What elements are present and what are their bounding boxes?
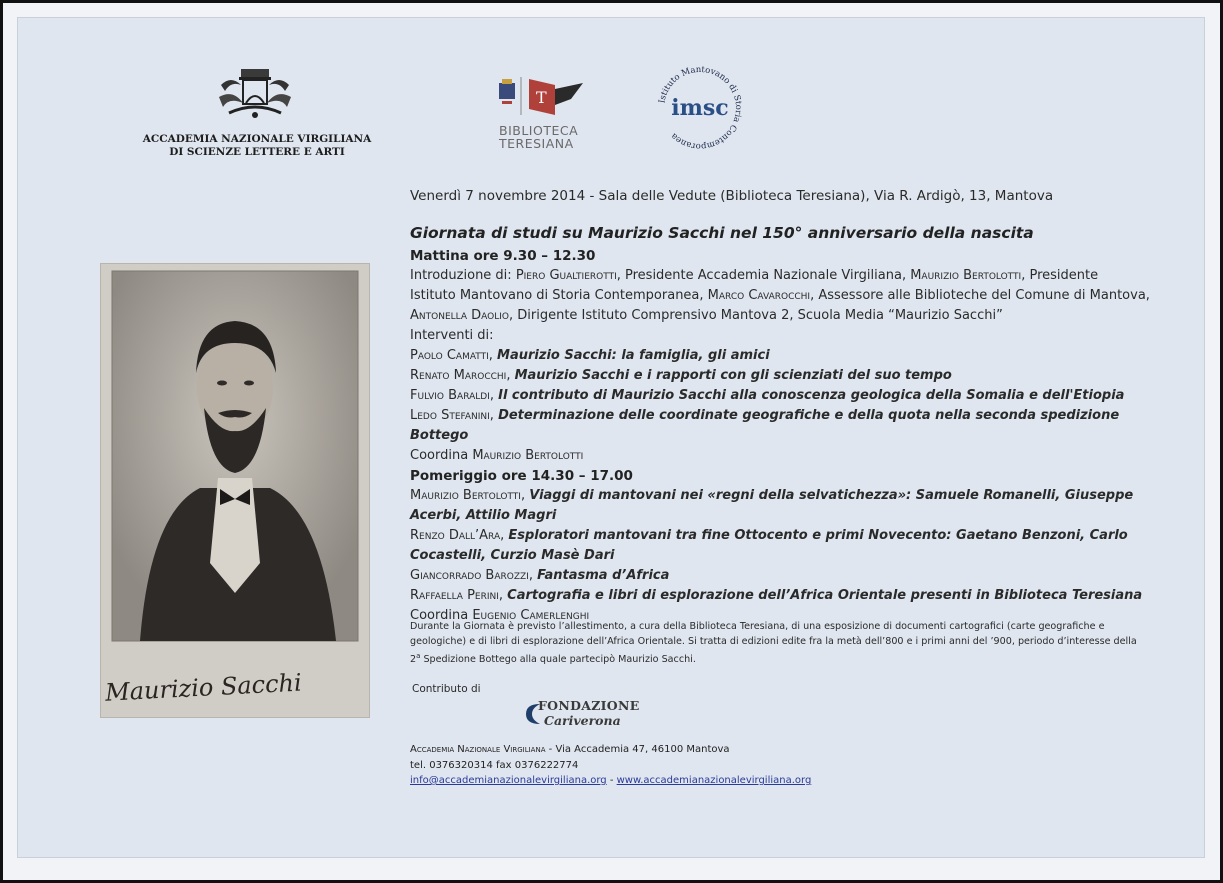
istituto-logo-letters: imsc: [671, 95, 729, 121]
footer-contacts: [410, 742, 811, 789]
footer-address-line: [410, 742, 811, 758]
coordina-label: Coordina: [410, 608, 473, 623]
intro-speaker-3: Marco Cavarocchi: [707, 288, 811, 303]
talk-title: Cartografia e libri di esplorazione dell’Africa Orientale presenti in Biblioteca Teresiana: [507, 588, 1143, 603]
intro-speaker-1: Piero Gualtierotti: [515, 268, 617, 283]
programme: [410, 246, 1150, 626]
exhibition-note: [410, 619, 1150, 667]
footer-phone: tel. 0376320314 fax 0376222774: [410, 759, 579, 771]
talk-title: Maurizio Sacchi: la famiglia, gli amici: [497, 348, 770, 363]
afternoon-heading: Pomeriggio ore 14.30 – 17.00: [410, 468, 633, 484]
talk-speaker: Fulvio Baraldi: [410, 388, 490, 403]
afternoon-talk: Renzo Dall’Ara, Esploratori mantovani tra fine Ottocento e primi Novecento: Gaetano Benzoni, Carlo Cocastelli, Curzio Masè Dari: [410, 528, 1128, 563]
biblioteca-logo-line2: TERESIANA: [499, 136, 574, 151]
interventi-label: Interventi di:: [410, 328, 494, 343]
event-title: Giornata di studi su Maurizio Sacchi nel 150° anniversario della nascita: [410, 224, 1034, 242]
biblioteca-logo-line1: BIBLIOTECA: [499, 123, 579, 138]
talk-speaker: Renato Marocchi: [410, 368, 507, 383]
intro-role-1: , Presidente Accademia Nazionale Virgiliana,: [616, 268, 911, 283]
morning-talk: Paolo Camatti, Maurizio Sacchi: la famiglia, gli amici: [410, 348, 770, 363]
footer-org: Accademia Nazionale Virgiliana: [410, 744, 546, 755]
footer-separator: -: [606, 775, 617, 786]
fondazione-name-line1: FONDAZIONE: [538, 698, 640, 713]
intro-role-2: , Presidente: [1021, 268, 1099, 283]
footer-address: - Via Accademia 47, 46100 Mantova: [545, 744, 730, 755]
intro-line-2: [410, 286, 1150, 306]
morning-talk: Fulvio Baraldi, Il contributo di Maurizio Sacchi alla conoscenza geologica della Somalia e dell'Etiopia: [410, 388, 1125, 403]
talk-speaker: Ledo Stefanini: [410, 408, 490, 423]
morning-talk: Ledo Stefanini, Determinazione delle coordinate geografiche e della quota nella seconda spedizione Bottego: [410, 408, 1120, 443]
intro-label: Introduzione di:: [410, 268, 516, 283]
email-link[interactable]: info@accademianazionalevirgiliana.org: [410, 775, 607, 786]
footer-links: [410, 773, 811, 789]
talk-speaker: Giancorrado Barozzi: [410, 568, 529, 583]
portrait-signature: Maurizio Sacchi: [104, 668, 303, 707]
intro-line-3: [410, 306, 1150, 326]
intro-line2-pre: Istituto Mantovano di Storia Contemporanea,: [410, 288, 708, 303]
fondazione-name-line2: Cariverona: [544, 713, 621, 728]
intro-speaker-2: Maurizio Bertolotti: [910, 268, 1022, 283]
afternoon-talk: Raffaella Perini, Cartografia e libri di esplorazione dell’Africa Orientale presenti in Biblioteca Teresiana: [410, 588, 1143, 603]
talk-title: Il contributo di Maurizio Sacchi alla conoscenza geologica della Somalia e dell'Etiopia: [498, 388, 1125, 403]
talk-speaker: Maurizio Bertolotti: [410, 488, 521, 503]
talk-speaker: Raffaella Perini: [410, 588, 499, 603]
coordina-label: Coordina: [410, 448, 473, 463]
biblioteca-book-icon: [497, 75, 592, 119]
afternoon-talk: Maurizio Bertolotti, Viaggi di mantovani nei «regni della selvatichezza»: Samuele Romanelli, Giuseppe Acerbi, Attilio Magri: [410, 488, 1134, 523]
talk-title: Maurizio Sacchi e i rapporti con gli scienziati del suo tempo: [514, 368, 952, 383]
coordina-name: Eugenio Camerlenghi: [472, 608, 590, 623]
morning-coordina: [410, 446, 1150, 466]
istituto-mantovano-logo: [655, 63, 745, 153]
biblioteca-teresiana-logo: [497, 75, 592, 151]
coordina-name: Maurizio Bertolotti: [472, 448, 584, 463]
website-link[interactable]: www.accademianazionalevirgiliana.org: [616, 775, 812, 786]
invitation-sheet: [17, 17, 1205, 858]
morning-heading: Mattina ore 9.30 – 12.30: [410, 248, 596, 264]
academy-name-line1: ACCADEMIA NAZIONALE VIRGILIANA: [142, 133, 372, 145]
svg-text:T: T: [536, 88, 547, 107]
academy-name: [127, 133, 387, 159]
note-text-before: Durante la Giornata è previsto l’allestimento, a cura della Biblioteca Teresiana, di una esposizione di documenti cartografici (carte geografiche e geologiche) e di libri di esplorazione dell’Africa Orientale. Si tratta di edizioni edite fra la metà dell’800 e i primi anni del ’900, periodo d’interesse della 2: [410, 621, 1137, 666]
sponsor-label: Contributo di: [412, 683, 481, 695]
talk-title: Fantasma d’Africa: [537, 568, 670, 583]
note-text-after: Spedizione Bottego alla quale partecipò Maurizio Sacchi.: [420, 654, 696, 666]
afternoon-talk: Giancorrado Barozzi, Fantasma d’Africa: [410, 568, 670, 583]
morning-talk: Renato Marocchi, Maurizio Sacchi e i rapporti con gli scienziati del suo tempo: [410, 368, 952, 383]
academy-name-line2: DI SCIENZE LETTERE E ARTI: [169, 146, 345, 158]
portrait-image: [100, 263, 370, 718]
talk-title: Esploratori mantovani tra fine Ottocento e primi Novecento: Gaetano Benzoni, Carlo Cocastelli, Curzio Masè Dari: [410, 528, 1128, 563]
talk-speaker: Paolo Camatti: [410, 348, 489, 363]
portrait-photo: [100, 263, 370, 718]
academy-emblem-logo: [215, 63, 295, 121]
note-superscript: a: [416, 652, 421, 660]
intro-line-1: [410, 266, 1150, 286]
intro-line2-post: , Assessore alle Biblioteche del Comune di Mantova,: [810, 288, 1150, 303]
intro-speaker-4: Antonella Daolio: [410, 308, 509, 323]
istituto-logo-text: Istituto Mantovano di Storia Contemporanea: [657, 64, 744, 152]
talk-title: Viaggi di mantovani nei «regni della selvatichezza»: Samuele Romanelli, Giuseppe Acerbi, Attilio Magri: [410, 488, 1134, 523]
event-date-line: Venerdì 7 novembre 2014 - Sala delle Vedute (Biblioteca Teresiana), Via R. Ardigò, 13, Mantova: [410, 188, 1054, 204]
intro-line3-post: , Dirigente Istituto Comprensivo Mantova 2, Scuola Media “Maurizio Sacchi”: [509, 308, 1003, 323]
fondazione-cariverona-logo: [522, 696, 652, 730]
talk-title: Determinazione delle coordinate geografiche e della quota nella seconda spedizione Bottego: [410, 408, 1120, 443]
talk-speaker: Renzo Dall’Ara: [410, 528, 501, 543]
